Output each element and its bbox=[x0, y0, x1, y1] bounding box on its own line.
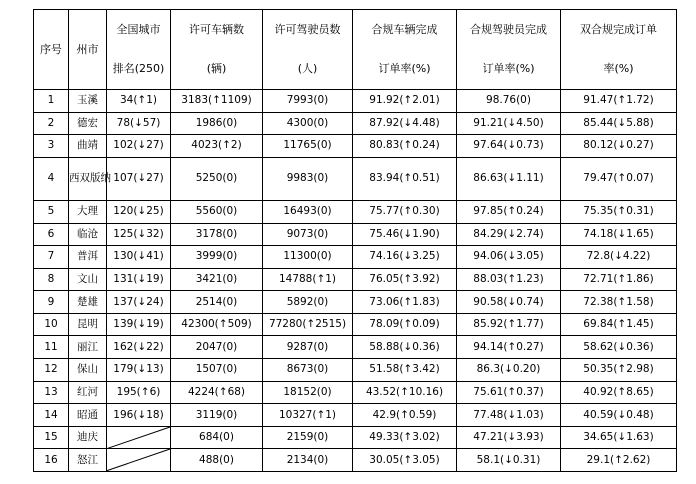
cell-city: 文山 bbox=[69, 268, 107, 291]
table-row bbox=[34, 449, 677, 472]
header-drv-rate-line2: 订单率(%) bbox=[482, 62, 535, 76]
cell-drivers: 9983(0) bbox=[263, 157, 353, 200]
table-body bbox=[34, 90, 677, 472]
cell-dual-rate: 74.18(↓1.65) bbox=[561, 223, 677, 246]
cell-city: 曲靖 bbox=[69, 135, 107, 158]
cell-dual-rate: 85.44(↓5.88) bbox=[561, 112, 677, 135]
cell-rank-empty bbox=[107, 426, 171, 449]
cell-rank: 196(↓18) bbox=[107, 404, 171, 427]
cell-seq: 10 bbox=[34, 313, 69, 336]
cell-drivers: 10327(↑1) bbox=[263, 404, 353, 427]
cell-rank: 125(↓32) bbox=[107, 223, 171, 246]
cell-drv-rate: 86.63(↓1.11) bbox=[457, 157, 561, 200]
cell-city: 丽江 bbox=[69, 336, 107, 359]
cell-seq: 8 bbox=[34, 268, 69, 291]
cell-veh-rate: 49.33(↑3.02) bbox=[353, 426, 457, 449]
table-row bbox=[34, 90, 677, 113]
header-rank-line2: 排名(250) bbox=[112, 62, 165, 76]
cell-dual-rate: 75.35(↑0.31) bbox=[561, 201, 677, 224]
cell-veh-rate: 58.88(↓0.36) bbox=[353, 336, 457, 359]
cell-rank: 130(↓41) bbox=[107, 246, 171, 269]
cell-seq: 9 bbox=[34, 291, 69, 314]
diagonal-slash bbox=[107, 449, 170, 471]
cell-vehicles: 2047(0) bbox=[171, 336, 263, 359]
cell-veh-rate: 75.77(↑0.30) bbox=[353, 201, 457, 224]
table-row bbox=[34, 201, 677, 224]
cell-seq: 13 bbox=[34, 381, 69, 404]
cell-vehicles: 1507(0) bbox=[171, 359, 263, 382]
cell-rank: 78(↓57) bbox=[107, 112, 171, 135]
cell-rank: 107(↓27) bbox=[107, 157, 171, 200]
cell-city: 德宏 bbox=[69, 112, 107, 135]
cell-city: 临沧 bbox=[69, 223, 107, 246]
cell-vehicles: 488(0) bbox=[171, 449, 263, 472]
table-row bbox=[34, 268, 677, 291]
cell-rank-empty bbox=[107, 449, 171, 472]
cell-seq: 5 bbox=[34, 201, 69, 224]
header-vehicles-line2: (辆) bbox=[206, 62, 227, 76]
cell-vehicles: 3119(0) bbox=[171, 404, 263, 427]
table-row bbox=[34, 157, 677, 200]
cell-dual-rate: 72.71(↑1.86) bbox=[561, 268, 677, 291]
cell-drv-rate: 58.1(↓0.31) bbox=[457, 449, 561, 472]
cell-drv-rate: 94.06(↓3.05) bbox=[457, 246, 561, 269]
cell-rank: 102(↓27) bbox=[107, 135, 171, 158]
cell-vehicles: 3178(0) bbox=[171, 223, 263, 246]
cell-drivers: 11300(0) bbox=[263, 246, 353, 269]
cell-veh-rate: 87.92(↓4.48) bbox=[353, 112, 457, 135]
cell-rank: 139(↓19) bbox=[107, 313, 171, 336]
header-row bbox=[34, 10, 677, 90]
cell-drivers: 77280(↑2515) bbox=[263, 313, 353, 336]
cell-city: 玉溪 bbox=[69, 90, 107, 113]
table-row bbox=[34, 291, 677, 314]
cell-veh-rate: 51.58(↑3.42) bbox=[353, 359, 457, 382]
cell-drivers: 9287(0) bbox=[263, 336, 353, 359]
cell-drivers: 9073(0) bbox=[263, 223, 353, 246]
cell-veh-rate: 76.05(↑3.92) bbox=[353, 268, 457, 291]
cell-city: 红河 bbox=[69, 381, 107, 404]
cell-seq: 14 bbox=[34, 404, 69, 427]
table-row bbox=[34, 112, 677, 135]
cell-drv-rate: 85.92(↑1.77) bbox=[457, 313, 561, 336]
table-row bbox=[34, 246, 677, 269]
table-row bbox=[34, 223, 677, 246]
cell-city: 普洱 bbox=[69, 246, 107, 269]
cell-drivers: 7993(0) bbox=[263, 90, 353, 113]
cell-drivers: 14788(↑1) bbox=[263, 268, 353, 291]
cell-veh-rate: 75.46(↓1.90) bbox=[353, 223, 457, 246]
cell-drv-rate: 94.14(↑0.27) bbox=[457, 336, 561, 359]
header-drivers bbox=[263, 10, 353, 90]
header-rank bbox=[107, 10, 171, 90]
cell-vehicles: 2514(0) bbox=[171, 291, 263, 314]
cell-vehicles: 4023(↑2) bbox=[171, 135, 263, 158]
cell-veh-rate: 83.94(↑0.51) bbox=[353, 157, 457, 200]
cell-drv-rate: 90.58(↓0.74) bbox=[457, 291, 561, 314]
cell-veh-rate: 30.05(↑3.05) bbox=[353, 449, 457, 472]
cell-dual-rate: 72.8(↓4.22) bbox=[561, 246, 677, 269]
cell-drv-rate: 97.85(↑0.24) bbox=[457, 201, 561, 224]
header-seq: 序号 bbox=[34, 10, 69, 90]
header-veh-rate-line1: 合规车辆完成 bbox=[371, 22, 438, 36]
cell-rank: 195(↑6) bbox=[107, 381, 171, 404]
cell-dual-rate: 29.1(↑2.62) bbox=[561, 449, 677, 472]
cell-vehicles: 4224(↑68) bbox=[171, 381, 263, 404]
header-dual-rate bbox=[561, 10, 677, 90]
cell-city: 怒江 bbox=[69, 449, 107, 472]
city-ranking-table bbox=[33, 9, 677, 472]
cell-dual-rate: 72.38(↑1.58) bbox=[561, 291, 677, 314]
cell-seq: 1 bbox=[34, 90, 69, 113]
cell-dual-rate: 40.59(↓0.48) bbox=[561, 404, 677, 427]
cell-drv-rate: 77.48(↓1.03) bbox=[457, 404, 561, 427]
cell-seq: 11 bbox=[34, 336, 69, 359]
cell-seq: 16 bbox=[34, 449, 69, 472]
cell-drivers: 18152(0) bbox=[263, 381, 353, 404]
cell-dual-rate: 80.12(↓0.27) bbox=[561, 135, 677, 158]
cell-city: 昆明 bbox=[69, 313, 107, 336]
header-drivers-line1: 许可驾驶员数 bbox=[274, 22, 341, 36]
cell-drivers: 2159(0) bbox=[263, 426, 353, 449]
cell-veh-rate: 43.52(↑10.16) bbox=[353, 381, 457, 404]
header-veh-rate bbox=[353, 10, 457, 90]
cell-rank: 162(↓22) bbox=[107, 336, 171, 359]
table-row bbox=[34, 359, 677, 382]
diagonal-slash bbox=[107, 427, 170, 449]
cell-city: 楚雄 bbox=[69, 291, 107, 314]
cell-city: 保山 bbox=[69, 359, 107, 382]
cell-drv-rate: 75.61(↑0.37) bbox=[457, 381, 561, 404]
cell-drivers: 2134(0) bbox=[263, 449, 353, 472]
cell-city: 昭通 bbox=[69, 404, 107, 427]
cell-dual-rate: 40.92(↑8.65) bbox=[561, 381, 677, 404]
cell-drv-rate: 84.29(↓2.74) bbox=[457, 223, 561, 246]
cell-vehicles: 1986(0) bbox=[171, 112, 263, 135]
cell-seq: 2 bbox=[34, 112, 69, 135]
header-drivers-line2: (人) bbox=[297, 62, 318, 76]
cell-drv-rate: 98.76(0) bbox=[457, 90, 561, 113]
cell-veh-rate: 80.83(↑0.24) bbox=[353, 135, 457, 158]
cell-drivers: 5892(0) bbox=[263, 291, 353, 314]
cell-dual-rate: 34.65(↓1.63) bbox=[561, 426, 677, 449]
cell-seq: 7 bbox=[34, 246, 69, 269]
cell-drivers: 8673(0) bbox=[263, 359, 353, 382]
cell-vehicles: 3183(↑1109) bbox=[171, 90, 263, 113]
cell-drivers: 16493(0) bbox=[263, 201, 353, 224]
cell-drivers: 4300(0) bbox=[263, 112, 353, 135]
cell-drv-rate: 97.64(↓0.73) bbox=[457, 135, 561, 158]
header-dual-rate-line2: 率(%) bbox=[603, 62, 634, 76]
cell-vehicles: 42300(↑509) bbox=[171, 313, 263, 336]
header-dual-rate-line1: 双合规完成订单 bbox=[580, 22, 657, 36]
cell-vehicles: 5250(0) bbox=[171, 157, 263, 200]
cell-vehicles: 684(0) bbox=[171, 426, 263, 449]
header-prefecture: 州市 bbox=[69, 10, 107, 90]
cell-rank: 137(↓24) bbox=[107, 291, 171, 314]
cell-drivers: 11765(0) bbox=[263, 135, 353, 158]
cell-dual-rate: 79.47(↑0.07) bbox=[561, 157, 677, 200]
cell-drv-rate: 86.3(↓0.20) bbox=[457, 359, 561, 382]
table-row bbox=[34, 404, 677, 427]
cell-seq: 3 bbox=[34, 135, 69, 158]
header-vehicles bbox=[171, 10, 263, 90]
cell-city: 迪庆 bbox=[69, 426, 107, 449]
cell-rank: 131(↓19) bbox=[107, 268, 171, 291]
cell-vehicles: 3421(0) bbox=[171, 268, 263, 291]
cell-veh-rate: 73.06(↑1.83) bbox=[353, 291, 457, 314]
cell-seq: 4 bbox=[34, 157, 69, 200]
cell-drv-rate: 47.21(↓3.93) bbox=[457, 426, 561, 449]
table-row bbox=[34, 135, 677, 158]
cell-dual-rate: 58.62(↓0.36) bbox=[561, 336, 677, 359]
cell-veh-rate: 78.09(↑0.09) bbox=[353, 313, 457, 336]
header-rank-line1: 全国城市 bbox=[116, 22, 161, 36]
cell-rank: 120(↓25) bbox=[107, 201, 171, 224]
table-row bbox=[34, 426, 677, 449]
cell-seq: 15 bbox=[34, 426, 69, 449]
table-row bbox=[34, 313, 677, 336]
cell-vehicles: 3999(0) bbox=[171, 246, 263, 269]
cell-vehicles: 5560(0) bbox=[171, 201, 263, 224]
cell-veh-rate: 91.92(↑2.01) bbox=[353, 90, 457, 113]
header-drv-rate bbox=[457, 10, 561, 90]
cell-dual-rate: 50.35(↑2.98) bbox=[561, 359, 677, 382]
cell-dual-rate: 69.84(↑1.45) bbox=[561, 313, 677, 336]
table-row bbox=[34, 336, 677, 359]
cell-dual-rate: 91.47(↑1.72) bbox=[561, 90, 677, 113]
cell-city: 大理 bbox=[69, 201, 107, 224]
cell-veh-rate: 42.9(↑0.59) bbox=[353, 404, 457, 427]
cell-rank: 179(↓13) bbox=[107, 359, 171, 382]
table-row bbox=[34, 381, 677, 404]
header-vehicles-line1: 许可车辆数 bbox=[189, 22, 244, 36]
cell-veh-rate: 74.16(↓3.25) bbox=[353, 246, 457, 269]
cell-drv-rate: 88.03(↑1.23) bbox=[457, 268, 561, 291]
header-veh-rate-line2: 订单率(%) bbox=[378, 62, 431, 76]
cell-drv-rate: 91.21(↓4.50) bbox=[457, 112, 561, 135]
cell-city: 西双版纳 bbox=[69, 157, 107, 200]
cell-seq: 6 bbox=[34, 223, 69, 246]
cell-rank: 34(↑1) bbox=[107, 90, 171, 113]
header-drv-rate-line1: 合规驾驶员完成 bbox=[470, 22, 547, 36]
cell-seq: 12 bbox=[34, 359, 69, 382]
